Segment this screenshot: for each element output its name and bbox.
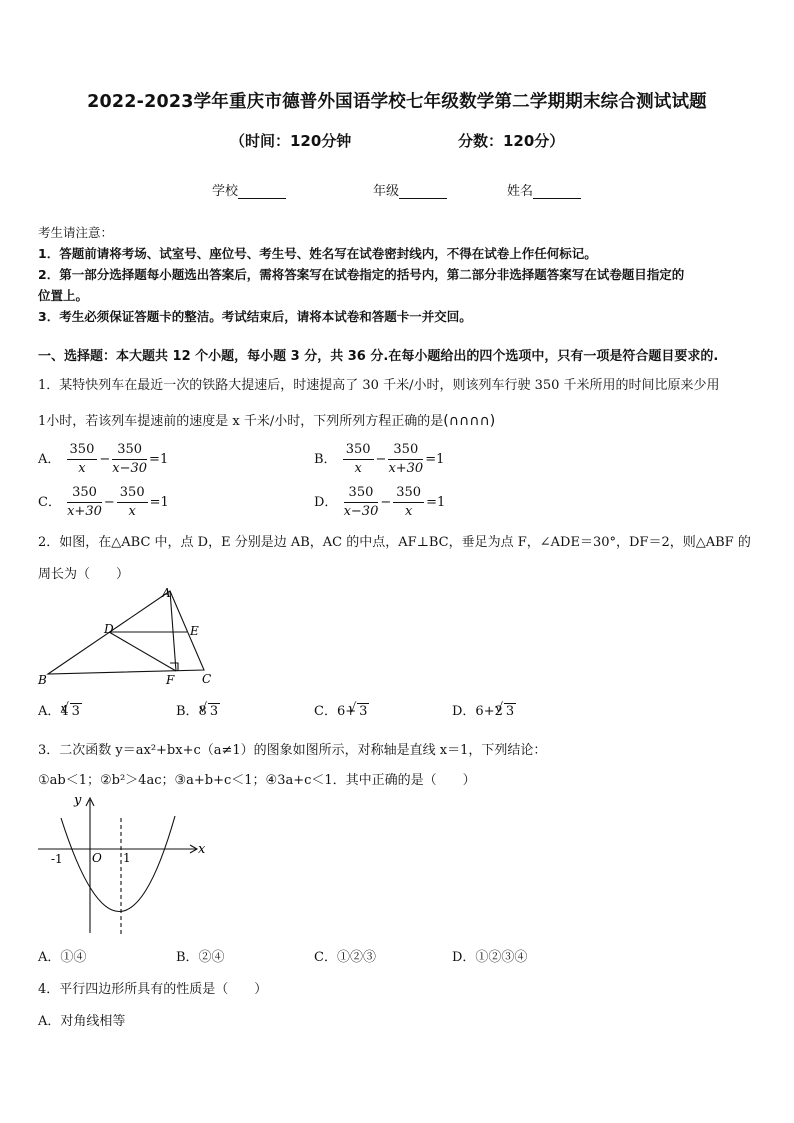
option-label: C． [38, 495, 61, 510]
tick-1-label: 1 [123, 851, 131, 865]
q2-text-line1: 2．如图，在△ABC 中，点 D，E 分别是边 AB，AC 的中点，AF⊥BC，垂足为点 F，∠ADE＝30°，DF＝2，则△ABF 的 [38, 535, 751, 550]
note-item: 位置上。 [38, 288, 89, 303]
fraction: $\frac{350}{x}$ [67, 441, 98, 478]
grade-blank[interactable] [399, 186, 447, 199]
label-a: A [162, 586, 171, 600]
q1-option-c[interactable]: C． $\frac{350}{x+30}$ − $\frac{350}{x}$ =1 [38, 485, 169, 519]
exam-time: （时间：120分钟 [230, 132, 352, 150]
grade-field[interactable] [373, 180, 447, 199]
q2-option-c[interactable]: C．6+√ 3 [314, 700, 369, 719]
tick-neg1-label: -1 [51, 852, 63, 866]
option-label: D． [314, 495, 338, 510]
note-item: 3．考生必须保证答题卡的整洁。考试结束后，请将本试卷和答题卡一并交回。 [38, 309, 472, 324]
fraction: $\frac{350}{x-30}$ [343, 485, 379, 519]
fraction: $\frac{350}{x}$ [117, 484, 148, 521]
name-blank[interactable] [533, 186, 581, 199]
school-label: 学校 [212, 184, 239, 199]
q1-option-b[interactable]: B． $\frac{350}{x}$ − $\frac{350}{x+30}$ =1 [314, 442, 445, 476]
school-field[interactable] [212, 180, 286, 199]
page-title: 2022-2023学年重庆市德普外国语学校七年级数学第二学期期末综合测试试题 [87, 92, 707, 112]
grade-label: 年级 [373, 184, 400, 199]
label-e: E [190, 624, 199, 638]
option-label: B． [314, 452, 337, 467]
q3-text-line2: ①ab＜1；②b²＞4ac；③a+b+c＜1；④3a+c＜1．其中正确的是（ ） [38, 773, 476, 788]
q1-text-line2 [38, 410, 760, 429]
q3-option-c[interactable]: C．①②③ [314, 950, 376, 965]
label-b: B [38, 673, 47, 687]
school-blank[interactable] [238, 186, 286, 199]
q3-option-b[interactable]: B．②④ [176, 950, 225, 965]
fraction: $\frac{350}{x}$ [343, 441, 374, 478]
fraction: $\frac{350}{x}$ [393, 484, 424, 521]
fraction: $\frac{350}{x+30}$ [67, 485, 102, 519]
triangle-figure [34, 586, 224, 688]
q3-option-a[interactable]: A．①④ [38, 950, 87, 965]
fraction: $\frac{350}{x-30}$ [112, 442, 148, 476]
q3-option-d[interactable]: D．①②③④ [452, 950, 528, 965]
q1-answer-paren: (∩∩∩∩) [443, 413, 496, 429]
note-item: 2．第一部分选择题每小题选出答案后，需将答案写在试卷指定的括号内，第二部分非选择题答案写在试卷题目指定的 [38, 267, 685, 282]
origin-label: O [92, 851, 102, 865]
q3-text-line1: 3．二次函数 y＝ax²+bx+c（a≠1）的图象如图所示，对称轴是直线 x＝1，下列结论： [38, 743, 547, 758]
section-heading: 一、选择题：本大题共 12 个小题，每小题 3 分，共 36 分.在每小题给出的四个选项中，只有一项是符合题目要求的. [38, 349, 719, 364]
q1-text-line2-body: 1小时，若该列车提速前的速度是 x 千米/小时，下列所列方程正确的是 [38, 414, 444, 429]
label-d: D [104, 622, 114, 636]
y-axis-label: y [74, 793, 82, 808]
option-label: A． [38, 452, 61, 467]
exam-notes [38, 222, 760, 327]
parabola-curve [61, 816, 175, 912]
q4-text-line1: 4．平行四边形所具有的性质是（ ） [38, 982, 268, 997]
fraction: $\frac{350}{x+30}$ [388, 442, 424, 476]
name-label: 姓名 [507, 184, 534, 199]
q2-option-a[interactable]: A．4√ 3 [38, 700, 82, 719]
segment-df [109, 632, 176, 671]
x-axis-label: x [198, 842, 206, 857]
q2-option-d[interactable]: D．6+2√ 3 [452, 700, 516, 719]
note-item: 1．答题前请将考场、试室号、座位号、考生号、姓名写在试卷密封线内，不得在试卷上作任何标记。 [38, 246, 597, 261]
q1-option-a[interactable]: A． $\frac{350}{x}$ − $\frac{350}{x-30}$ =1 [38, 442, 169, 476]
name-field[interactable] [507, 180, 581, 199]
exam-score: 分数：120分） [458, 132, 565, 150]
parabola-figure [34, 788, 214, 940]
q4-option-a[interactable]: A．对角线相等 [38, 1014, 126, 1029]
q2-text-line2: 周长为（ ） [38, 567, 130, 582]
q2-option-b[interactable]: B．8√ 3 [176, 700, 220, 719]
notes-heading: 考生请注意： [38, 225, 114, 240]
q1-text-line1: 1．某特快列车在最近一次的铁路大提速后，时速提高了 30 千米/小时，则该列车行驶 350 千米所用的时间比原来少用 [38, 378, 720, 393]
label-c: C [202, 672, 212, 686]
label-f: F [166, 673, 175, 687]
q1-option-d[interactable]: D． $\frac{350}{x-30}$ − $\frac{350}{x}$ =1 [314, 485, 446, 519]
